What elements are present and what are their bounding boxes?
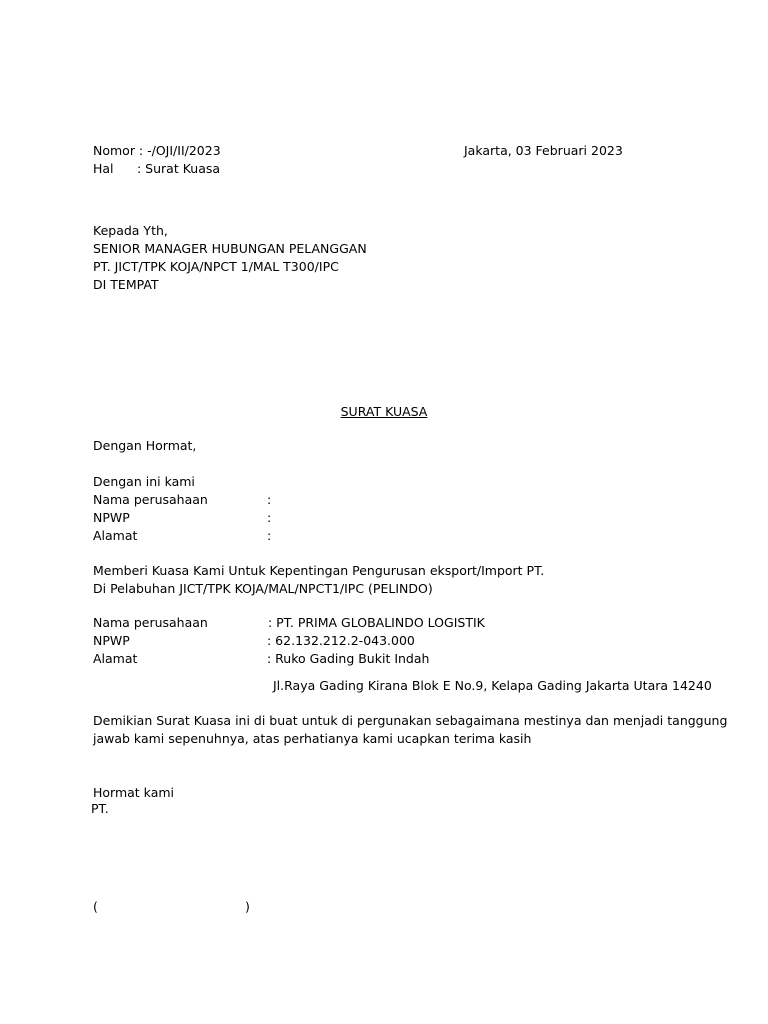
place-date: Jakarta, 03 Februari 2023 xyxy=(464,143,623,158)
signature-regards: Hormat kami xyxy=(93,785,175,800)
grantor-name-row xyxy=(93,491,271,509)
grantee-npwp-row xyxy=(93,632,415,650)
letter-number: Nomor : -/OJI/II/2023 xyxy=(93,143,221,158)
grantor-address-row xyxy=(93,527,271,545)
grantor-npwp-row xyxy=(93,509,271,527)
grantee-address-value: : Ruko Gading Bukit Indah xyxy=(267,651,430,666)
grantee-npwp-value: : 62.132.212.2-043.000 xyxy=(267,633,415,648)
recipient-greeting: Kepada Yth, xyxy=(93,223,168,238)
grantee-address-row xyxy=(93,650,429,668)
closing-line-1: Demikian Surat Kuasa ini di buat untuk di pergunakan sebagaimana mestinya dan menjadi tanggung xyxy=(93,713,728,728)
signature-open-paren: ( xyxy=(93,899,98,914)
recipient-line-3: DI TEMPAT xyxy=(93,277,159,292)
document-title: SURAT KUASA xyxy=(340,404,428,419)
recipient-line-1: SENIOR MANAGER HUBUNGAN PELANGGAN xyxy=(93,241,367,256)
grantee-npwp-label: NPWP xyxy=(93,633,130,648)
closing-line-2: jawab kami sepenuhnya, atas perhatianya kami ucapkan terima kasih xyxy=(93,731,532,746)
grantor-address-label: Alamat xyxy=(93,528,138,543)
recipient-line-2: PT. JICT/TPK KOJA/NPCT 1/MAL T300/IPC xyxy=(93,259,339,274)
document-title-wrap xyxy=(0,403,768,421)
authorization-line-2: Di Pelabuhan JICT/TPK KOJA/MAL/NPCT1/IPC (PELINDO) xyxy=(93,581,433,596)
signature-company: PT. xyxy=(91,801,109,816)
salutation: Dengan Hormat, xyxy=(93,438,197,453)
subject-line xyxy=(93,160,220,178)
grantee-address-line-2: Jl.Raya Gading Kirana Blok E No.9, Kelapa Gading Jakarta Utara 14240 xyxy=(273,678,712,693)
grantee-name-value: : PT. PRIMA GLOBALINDO LOGISTIK xyxy=(268,615,485,630)
grantee-name-label: Nama perusahaan xyxy=(93,615,208,630)
grantee-address-label: Alamat xyxy=(93,651,138,666)
signature-name-bracket xyxy=(93,898,250,916)
grantor-name-label: Nama perusahaan xyxy=(93,492,208,507)
grantor-name-value: : xyxy=(267,492,272,507)
grantor-address-value: : xyxy=(267,528,272,543)
grantor-npwp-label: NPWP xyxy=(93,510,130,525)
authorization-line-1: Memberi Kuasa Kami Untuk Kepentingan Pengurusan eksport/Import PT. xyxy=(93,563,545,578)
grantee-name-row xyxy=(93,614,485,632)
intro: Dengan ini kami xyxy=(93,474,195,489)
grantor-npwp-value: : xyxy=(267,510,272,525)
subject-label: Hal xyxy=(93,161,114,176)
signature-close-paren: ) xyxy=(245,899,250,914)
subject-value: : Surat Kuasa xyxy=(137,161,221,176)
